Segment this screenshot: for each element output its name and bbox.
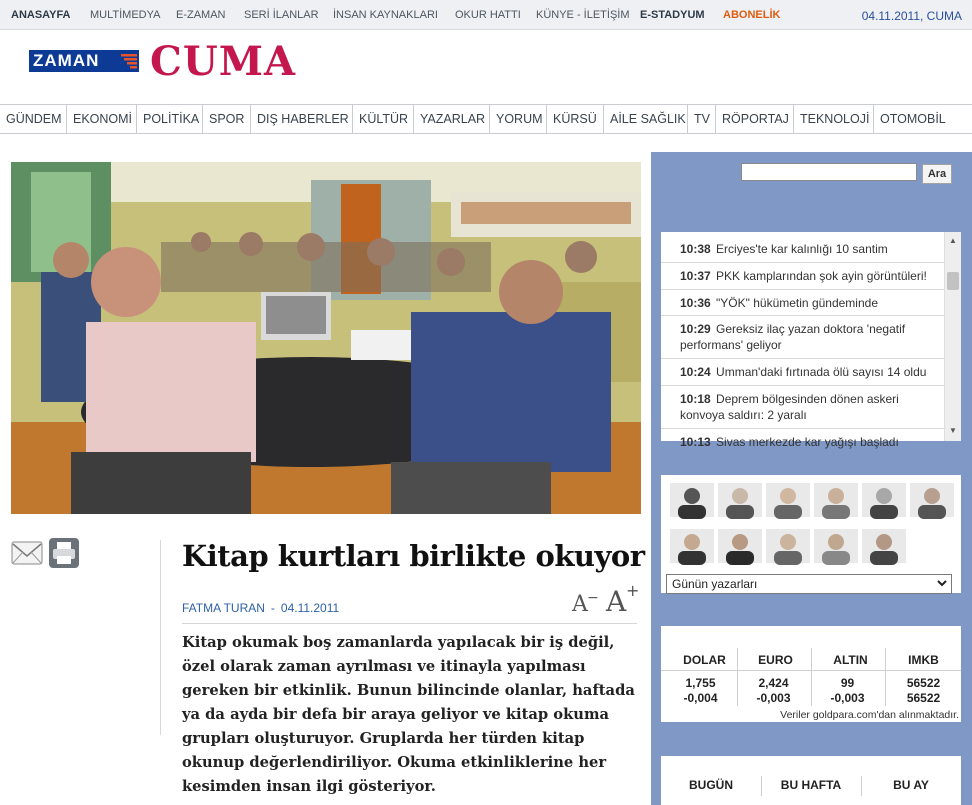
- news-item[interactable]: [661, 316, 944, 359]
- news-text: "YÖK" hükümetin gündeminde: [716, 296, 878, 310]
- nav-item-spor[interactable]: SPOR: [203, 105, 251, 133]
- author-avatar[interactable]: [718, 483, 762, 517]
- news-item[interactable]: [661, 429, 944, 456]
- font-decrease-icon[interactable]: A −: [572, 590, 599, 617]
- topbar-date: 04.11.2011, CUMA: [861, 9, 962, 23]
- news-text: Gereksiz ilaç yazan doktora 'negatif performans' geliyor: [680, 322, 906, 352]
- author-avatar[interactable]: [670, 483, 714, 517]
- article-date: 04.11.2011: [280, 601, 340, 615]
- news-time: 10:29: [680, 322, 711, 336]
- market-divider: [885, 648, 886, 706]
- tab-bu-hafta[interactable]: BU HAFTA: [780, 778, 842, 792]
- topbar-link-kunye-iletisim[interactable]: KÜNYE - İLETİŞİM: [536, 9, 630, 21]
- news-time: 10:18: [680, 392, 711, 406]
- market-header-altin: ALTIN: [833, 653, 868, 667]
- article-lead: Kitap okumak boş zamanlarda yapılacak bir iş değil, özel olarak zaman ayrılması ve itinayla yapılması gereken bir etkinlik. Bunun bilincinde olanlar, haftada ya da ayda bir defa bir araya geliyor ve kitap okuma grupları oluşturuyor. Gruplarda her türden kitap okunup değerlendiriliyor. Okuma etkinliklerine her kesimden insan ilgi gösteriyor.: [182, 634, 635, 795]
- topbar-link-multimedya[interactable]: MULTİMEDYA: [90, 9, 161, 21]
- article-title: Kitap kurtları birlikte okuyor: [182, 539, 645, 573]
- logo-stripes-icon: [121, 53, 137, 69]
- avatar-icon: [718, 529, 762, 563]
- meeting-room-illustration: [11, 162, 641, 514]
- zaman-logo-text: ZAMAN: [33, 51, 100, 70]
- author-avatar[interactable]: [766, 529, 810, 563]
- avatar-icon: [862, 483, 906, 517]
- news-item[interactable]: [661, 386, 944, 429]
- nav-item-yazarlar[interactable]: YAZARLAR: [414, 105, 490, 133]
- news-text: Deprem bölgesinden dönen askeri konvoya saldırı: 2 yaralı: [680, 392, 899, 422]
- news-item[interactable]: [661, 238, 944, 263]
- left-divider: [160, 540, 161, 735]
- font-decrease-label: A: [572, 592, 588, 617]
- news-item[interactable]: [661, 359, 944, 386]
- topbar-link-estadyum[interactable]: E-STADYUM: [640, 9, 705, 21]
- market-change-dolar: -0,004: [683, 691, 718, 705]
- authors-select[interactable]: [666, 574, 952, 594]
- main-nav: [0, 104, 972, 134]
- market-value-dolar: 1,755: [685, 676, 716, 690]
- nav-item-politika[interactable]: POLİTİKA: [137, 105, 203, 133]
- news-time: 10:24: [680, 365, 711, 379]
- avatar-icon: [814, 529, 858, 563]
- news-item[interactable]: [661, 290, 944, 316]
- market-value-imkb: 56522: [906, 676, 941, 690]
- search-input[interactable]: [741, 163, 917, 181]
- tab-bu-ay[interactable]: BU AY: [893, 778, 929, 792]
- market-value-euro: 2,424: [758, 676, 789, 690]
- avatar-icon: [670, 483, 714, 517]
- avatar-icon: [862, 529, 906, 563]
- cuma-logo[interactable]: CUMA: [150, 38, 297, 85]
- author-avatar[interactable]: [910, 483, 954, 517]
- author-avatar[interactable]: [814, 529, 858, 563]
- font-increase-icon[interactable]: A +: [606, 581, 640, 618]
- market-header-euro: EURO: [758, 653, 793, 667]
- avatar-icon: [910, 483, 954, 517]
- article-photo[interactable]: [11, 162, 641, 514]
- topbar-link-okur-hatti[interactable]: OKUR HATTI: [455, 9, 521, 21]
- market-change-altin: -0,003: [830, 691, 865, 705]
- news-ticker: [661, 232, 961, 449]
- avatar-icon: [718, 483, 762, 517]
- avatar-icon: [670, 529, 714, 563]
- authors-select-value: Günün yazarları: [672, 577, 758, 591]
- scroll-down-icon[interactable]: ▼: [949, 426, 957, 435]
- news-time: 10:38: [680, 242, 711, 256]
- popular-tabs: [661, 756, 961, 805]
- nav-item-kursu[interactable]: KÜRSÜ: [547, 105, 604, 133]
- nav-item-tv[interactable]: TV: [688, 105, 716, 133]
- author-avatar[interactable]: [766, 483, 810, 517]
- print-icon[interactable]: [48, 537, 80, 569]
- nav-item-roportaj[interactable]: RÖPORTAJ: [716, 105, 794, 133]
- nav-item-ekonomi[interactable]: EKONOMİ: [67, 105, 137, 133]
- news-text: Umman'daki fırtınada ölü sayısı 14 oldu: [716, 365, 927, 379]
- news-time: 10:36: [680, 296, 711, 310]
- market-header-rule: [661, 670, 961, 671]
- nav-item-teknoloji[interactable]: TEKNOLOJİ: [794, 105, 874, 133]
- market-value-altin: 99: [840, 676, 855, 690]
- nav-item-gundem[interactable]: GÜNDEM: [0, 105, 67, 133]
- news-text: PKK kamplarından şok ayin görüntüleri!: [716, 269, 927, 283]
- article-author[interactable]: FATMA TURAN: [182, 601, 265, 615]
- avatar-icon: [814, 483, 858, 517]
- tab-bugun[interactable]: BUGÜN: [689, 778, 733, 792]
- market-source-note: Veriler goldpara.com'dan alınmaktadır.: [780, 709, 959, 721]
- font-increase-label: A: [606, 585, 627, 618]
- author-avatar[interactable]: [862, 529, 906, 563]
- market-header-dolar: DOLAR: [683, 653, 726, 667]
- search-button[interactable]: Ara: [922, 164, 952, 184]
- news-time: 10:37: [680, 269, 711, 283]
- news-time: 10:13: [680, 435, 711, 449]
- scroll-up-icon[interactable]: ▲: [949, 236, 957, 245]
- news-item[interactable]: [661, 263, 944, 290]
- news-text: Erciyes'te kar kalınlığı 10 santim: [716, 242, 888, 256]
- author-avatar[interactable]: [670, 529, 714, 563]
- markets-panel: [661, 626, 961, 722]
- title-rule: [182, 623, 637, 624]
- topbar-link-abonelik[interactable]: ABONELİK: [723, 9, 781, 21]
- author-avatar[interactable]: [718, 529, 762, 563]
- article-byline: [182, 601, 339, 615]
- avatar-icon: [766, 529, 810, 563]
- topbar-link-seri-ilanlar[interactable]: SERİ İLANLAR: [244, 9, 319, 21]
- market-change-imkb: 56522: [906, 691, 941, 705]
- news-text: Sivas merkezde kar yağışı başladı: [716, 435, 899, 449]
- market-change-euro: -0,003: [756, 691, 791, 705]
- market-header-imkb: IMKB: [908, 653, 939, 667]
- byline-separator: -: [270, 601, 275, 615]
- nav-item-kultur[interactable]: KÜLTÜR: [353, 105, 414, 133]
- author-avatar[interactable]: [862, 483, 906, 517]
- nav-item-otomobil[interactable]: OTOMOBİL: [880, 112, 946, 126]
- topbar-link-ezaman[interactable]: E-ZAMAN: [176, 9, 226, 21]
- zaman-logo[interactable]: [29, 50, 139, 72]
- news-scrollbar[interactable]: [944, 232, 961, 441]
- nav-item-dis-haberler[interactable]: DIŞ HABERLER: [251, 105, 353, 133]
- author-avatar[interactable]: [814, 483, 858, 517]
- topbar-link-insan-kaynaklari[interactable]: İNSAN KAYNAKLARI: [333, 9, 438, 21]
- topbar-link-anasayfa[interactable]: ANASAYFA: [11, 9, 71, 21]
- avatar-icon: [766, 483, 810, 517]
- nav-item-yorum[interactable]: YORUM: [490, 105, 547, 133]
- nav-item-aile-saglik[interactable]: AİLE SAĞLIK: [604, 105, 688, 133]
- chevron-down-icon: [936, 577, 948, 589]
- scroll-thumb[interactable]: [947, 272, 959, 290]
- top-utility-bar: [0, 0, 972, 30]
- email-icon[interactable]: [11, 537, 43, 569]
